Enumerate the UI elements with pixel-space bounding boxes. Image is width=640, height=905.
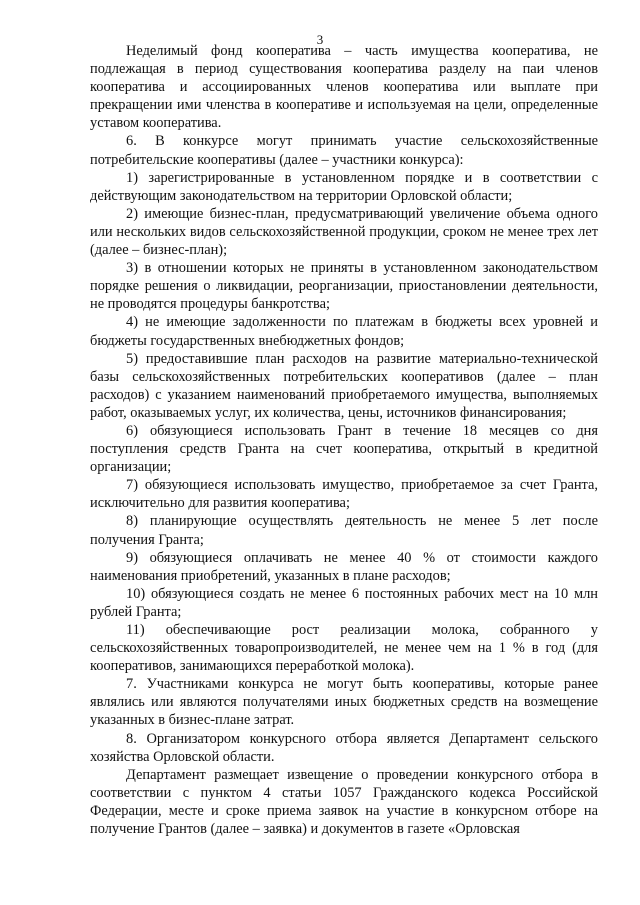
list-item-10: 10) обязующиеся создать не менее 6 постоянных рабочих мест на 10 млн рублей Гранта; bbox=[90, 585, 598, 620]
list-item-11: 11) обеспечивающие рост реализации молока, собранного у сельскохозяйственных товаропроизводителей, не менее чем на 1 % в год (для кооперативов, занимающихся переработкой молока). bbox=[90, 622, 598, 675]
list-item-5: 5) предоставившие план расходов на развитие материально-технической базы сельскохозяйственных потребительских кооперативов (далее – план расходов) с указанием наименований приобретаемого имущества, выполняемых работ, оказываемых услуг, их количества, цены, источников финансирования; bbox=[90, 350, 598, 421]
list-item-2: 2) имеющие бизнес-план, предусматривающий увеличение объема одного или нескольких видов сельскохозяйственной продукции, сроком не менее трех лет (далее – бизнес-план); bbox=[90, 205, 598, 259]
list-item-7: 7) обязующиеся использовать имущество, приобретаемое за счет Гранта, исключительно для развития кооператива; bbox=[90, 477, 598, 512]
list-item-8: 8) планирующие осуществлять деятельность не менее 5 лет после получения Гранта; bbox=[90, 513, 598, 548]
paragraph-section-8: 8. Организатором конкурсного отбора является Департамент сельского хозяйства Орловской области. bbox=[90, 730, 598, 765]
page-number: 3 bbox=[316, 32, 324, 47]
paragraph-indivisible-fund: Неделимый фонд кооператива – часть имущества кооператива, не подлежащая в период существования кооператива разделу на паи членов кооператива и ассоциированных членов кооператива или выплате при прекращении ими членства в кооперативе и используемая на цели, определенные уставом кооператива. bbox=[90, 43, 598, 132]
list-item-1: 1) зарегистрированные в установленном порядке и в соответствии с действующим законодательством на территории Орловской области; bbox=[90, 169, 598, 204]
paragraph-section-7: 7. Участниками конкурса не могут быть кооперативы, которые ранее являлись или являются получателями иных бюджетных средств на возмещение указанных в бизнес-плане затрат. bbox=[90, 676, 598, 729]
list-item-6: 6) обязующиеся использовать Грант в течение 18 месяцев со дня поступления средств Гранта на счет кооператива, открытый в кредитной организации; bbox=[90, 422, 598, 476]
document-body bbox=[90, 42, 598, 838]
list-item-4: 4) не имеющие задолженности по платежам в бюджеты всех уровней и бюджеты государственных внебюджетных фондов; bbox=[90, 314, 598, 349]
paragraph-announcement: Департамент размещает извещение о проведении конкурсного отбора в соответствии с пунктом 4 статьи 1057 Гражданского кодекса Российской Федерации, месте и сроке приема заявок на участие в конкурсном отборе на получение Грантов (далее – заявка) и документов в газете «Орловская bbox=[90, 766, 598, 838]
list-item-3: 3) в отношении которых не приняты в установленном законодательством порядке решения о ликвидации, реорганизации, приостановлении деятельности, не проводятся процедуры банкротства; bbox=[90, 260, 598, 313]
paragraph-section-6: 6. В конкурсе могут принимать участие сельскохозяйственные потребительские кооперативы (далее – участники конкурса): bbox=[90, 133, 598, 168]
list-item-9: 9) обязующиеся оплачивать не менее 40 % от стоимости каждого наименования приобретений, указанных в плане расходов; bbox=[90, 549, 598, 584]
